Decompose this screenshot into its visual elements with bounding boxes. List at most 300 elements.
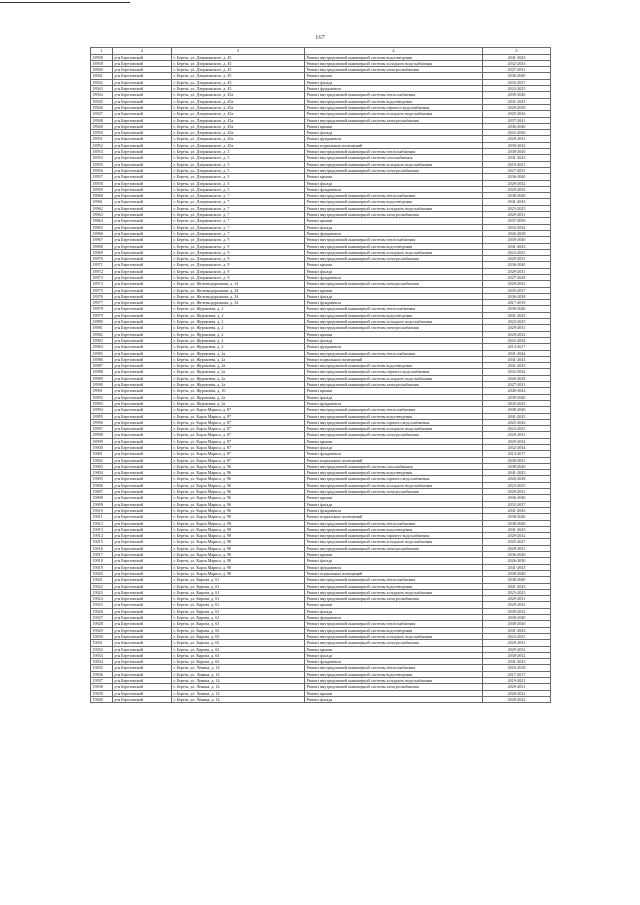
work-period: 2041-2043 [483,363,551,369]
work-type: Ремонт подвальных помещений [305,142,483,148]
district-name: р-н Березовский [113,306,172,312]
row-number: 18949 [91,123,113,129]
work-type: Ремонт крыши [305,438,483,444]
address: г. Березь, ул. Карла Маркса, д. 98 [172,545,305,551]
work-period: 2029-2030 [483,186,551,192]
work-type: Ремонт крыши [305,73,483,79]
work-type: Ремонт внутридомовой инженерной системы электроснабжения [305,212,483,218]
work-period: 2023-2025 [483,589,551,595]
work-period: 2039-2040 [483,237,551,243]
work-period: 2023-2025 [483,482,551,488]
district-name: р-н Березовский [113,293,172,299]
district-name: р-н Березовский [113,382,172,388]
district-name: р-н Березовский [113,149,172,155]
address: г. Березь, ул. Дзержинского, д. 9 [172,249,305,255]
district-name: р-н Березовский [113,690,172,696]
district-name: р-н Березовский [113,463,172,469]
work-period: 2026-2028 [483,476,551,482]
address: г. Березь, ул. Карла Маркса, д. 98 [172,558,305,564]
address: г. Березь, ул. Журавлева, д. 2а [172,363,305,369]
district-name: р-н Березовский [113,142,172,148]
address: г. Березь, ул. Карла Маркса, д. 98 [172,539,305,545]
row-number: 19035 [91,665,113,671]
work-type: Ремонт фасада [305,394,483,400]
work-type: Ремонт фасада [305,293,483,299]
row-number: 18981 [91,325,113,331]
row-number: 19028 [91,621,113,627]
row-number: 19021 [91,577,113,583]
district-name: р-н Березовский [113,312,172,318]
address: г. Березь, ул. Журавлева, д. 2а [172,369,305,375]
address: г. Березь, ул. Дзержинского, д. 5 [172,174,305,180]
work-type: Ремонт внутридомовой инженерной системы теплоснабжения [305,193,483,199]
work-period: 2023-2025 [483,249,551,255]
district-name: р-н Березовский [113,117,172,123]
work-type: Ремонт внутридомовой инженерной системы теплоснабжения [305,149,483,155]
work-type: Ремонт фундамента [305,451,483,457]
address: г. Березь, ул. Карла Маркса, д. 96 [172,476,305,482]
work-type: Ремонт крыши [305,388,483,394]
district-name: р-н Березовский [113,331,172,337]
work-type: Ремонт внутридомовой инженерной системы электроснабжения [305,684,483,690]
row-number: 18959 [91,186,113,192]
district-name: р-н Березовский [113,470,172,476]
work-type: Ремонт внутридомовой инженерной системы холодного водоснабжения [305,60,483,66]
district-name: р-н Березовский [113,533,172,539]
work-type: Ремонт внутридомовой инженерной системы горячего водоснабжения [305,533,483,539]
work-type: Ремонт внутридомовой инженерной системы водоотведения [305,199,483,205]
row-number: 19018 [91,558,113,564]
work-type: Ремонт внутридомовой инженерной системы электроснабжения [305,67,483,73]
work-type: Ремонт фундамента [305,659,483,665]
row-number: 18940 [91,67,113,73]
row-number: 18958 [91,180,113,186]
district-name: р-н Березовский [113,262,172,268]
address: г. Березь, ул. Дзержинского, д. 45а [172,136,305,142]
district-name: р-н Березовский [113,677,172,683]
work-period: 2023-2025 [483,205,551,211]
work-type: Ремонт внутридомовой инженерной системы холодного водоснабжения [305,319,483,325]
work-type: Ремонт фундамента [305,274,483,280]
work-period: 2041-2043 [483,526,551,532]
address: г. Березь, ул. Журавлева, д. 2 [172,331,305,337]
work-period: 2041-2043 [483,583,551,589]
work-period: 2027-2031 [483,382,551,388]
address: г. Березь, ул. Карла Маркса, д. 98 [172,520,305,526]
address: г. Березь, ул. Карла Маркса, д. 96 [172,463,305,469]
work-period: 2030-2032 [483,652,551,658]
table-header-row [91,48,551,55]
address: г. Березь, ул. Дзержинского, д. 9 [172,243,305,249]
row-number: 18984 [91,344,113,350]
work-period: 2041-2043 [483,199,551,205]
district-name: р-н Березовский [113,627,172,633]
work-period: 2038-2040 [483,407,551,413]
district-name: р-н Березовский [113,337,172,343]
table-row [91,696,551,702]
work-period: 2025-2027 [483,539,551,545]
work-period: 2041-2043 [483,507,551,513]
row-number: 18976 [91,293,113,299]
work-period: 2026-2028 [483,375,551,381]
address: г. Березь, ул. Журавлева, д. 2 [172,325,305,331]
work-type: Ремонт фасада [305,337,483,343]
work-type: Ремонт внутридомовой инженерной системы электроснабжения [305,489,483,495]
district-name: р-н Березовский [113,180,172,186]
row-number: 19031 [91,640,113,646]
work-period: 2032-2036 [483,130,551,136]
address: г. Березь, ул. Дзержинского, д. 9 [172,256,305,262]
work-type: Ремонт фасада [305,130,483,136]
work-type: Ремонт крыши [305,287,483,293]
row-number: 18968 [91,243,113,249]
row-number: 18992 [91,394,113,400]
row-number: 18952 [91,142,113,148]
work-period: 2023-2025 [483,319,551,325]
work-type: Ремонт внутридомовой инженерной системы холодного водоснабжения [305,111,483,117]
work-period: 2026-2028 [483,230,551,236]
district-name: р-н Березовский [113,407,172,413]
address: г. Березь, ул. Карла Маркса, д. 96 [172,470,305,476]
row-number: 19006 [91,482,113,488]
work-period: 2029-2031 [483,212,551,218]
row-number: 19005 [91,476,113,482]
work-type: Ремонт внутридомовой инженерной системы водоотведения [305,583,483,589]
work-type: Ремонт внутридомовой инженерной системы теплоснабжения [305,621,483,627]
district-name: р-н Березовский [113,86,172,92]
row-number: 18994 [91,407,113,413]
address: г. Березь, ул. Дзержинского, д. 7 [172,212,305,218]
row-number: 18966 [91,230,113,236]
district-name: р-н Березовский [113,274,172,280]
district-name: р-н Березовский [113,640,172,646]
work-period: 2039-2040 [483,306,551,312]
work-type: Ремонт внутридомовой инженерной системы теплоснабжения [305,520,483,526]
district-name: р-н Березовский [113,570,172,576]
row-number: 19025 [91,602,113,608]
district-name: р-н Березовский [113,426,172,432]
row-number: 19037 [91,677,113,683]
address: г. Березь, ул. Дзержинского, д. 45а [172,117,305,123]
address: г. Березь, ул. Журавлева, д. 2 [172,312,305,318]
district-name: р-н Березовский [113,507,172,513]
work-period: 2030-2032 [483,142,551,148]
address: г. Березь, ул. Дзержинского, д. 7 [172,218,305,224]
row-number: 18991 [91,388,113,394]
row-number: 18954 [91,155,113,161]
address: г. Березь, ул. Журавлева, д. 2а [172,382,305,388]
work-period: 2038-2040 [483,149,551,155]
work-period: 2029-2032 [483,438,551,444]
work-period: 2016-2018 [483,665,551,671]
work-type: Ремонт фундамента [305,564,483,570]
address: г. Березь, ул. Железнодорожная, д. 34 [172,293,305,299]
address: г. Березь, ул. Карла Маркса, д. 87 [172,451,305,457]
work-period: 2030-2032 [483,608,551,614]
row-number: 18985 [91,350,113,356]
address: г. Березь, ул. Карла Маркса, д. 87 [172,457,305,463]
work-period: 2029-2032 [483,331,551,337]
address: г. Березь, ул. Карла Маркса, д. 96 [172,501,305,507]
work-period: 2029-2031 [483,325,551,331]
work-period: 2027-2031 [483,167,551,173]
district-name: р-н Березовский [113,287,172,293]
address: г. Березь, ул. Карла Маркса, д. 96 [172,507,305,513]
work-type: Ремонт внутридомовой инженерной системы теплоснабжения [305,577,483,583]
district-name: р-н Березовский [113,167,172,173]
work-type: Ремонт фундамента [305,300,483,306]
address: г. Березь, ул. Кирова, д. 63 [172,627,305,633]
address: г. Березь, ул. Кирова, д. 61 [172,608,305,614]
work-period: 2017-2019 [483,300,551,306]
work-period: 2029-2032 [483,533,551,539]
address: г. Березь, ул. Кирова, д. 61 [172,602,305,608]
work-type: Ремонт фасада [305,224,483,230]
row-number: 18961 [91,199,113,205]
address: г. Березь, ул. Карла Маркса, д. 98 [172,552,305,558]
work-type: Ремонт внутридомовой инженерной системы электроснабжения [305,256,483,262]
district-name: р-н Березовский [113,476,172,482]
district-name: р-н Березовский [113,520,172,526]
address: г. Березь, ул. Дзержинского, д. 45а [172,104,305,110]
row-number: 18975 [91,287,113,293]
row-number: 18986 [91,356,113,362]
column-header: 4 [305,48,483,55]
row-number: 18962 [91,205,113,211]
address: г. Березь, ул. Карла Маркса, д. 98 [172,514,305,520]
address: г. Березь, ул. Ленина, д. 14 [172,665,305,671]
work-type: Ремонт внутридомовой инженерной системы электроснабжения [305,382,483,388]
work-type: Ремонт внутридомовой инженерной системы электроснабжения [305,117,483,123]
row-number: 18979 [91,312,113,318]
work-type: Ремонт фундамента [305,230,483,236]
column-header: 5 [483,48,551,55]
work-type: Ремонт внутридомовой инженерной системы холодного водоснабжения [305,249,483,255]
work-type: Ремонт внутридомовой инженерной системы водоотведения [305,671,483,677]
row-number: 19036 [91,671,113,677]
work-period: 2019-2021 [483,677,551,683]
district-name: р-н Березовский [113,123,172,129]
work-type: Ремонт подвальных помещений [305,356,483,362]
work-period: 2025-2026 [483,419,551,425]
district-name: р-н Березовский [113,98,172,104]
work-period: 2041-2043 [483,413,551,419]
address: г. Березь, ул. Дзержинского, д. 45а [172,123,305,129]
district-name: р-н Березовский [113,665,172,671]
work-period: 2043-2043 [483,400,551,406]
district-name: р-н Березовский [113,457,172,463]
address: г. Березь, ул. Карла Маркса, д. 87 [172,445,305,451]
work-period: 2029-2031 [483,432,551,438]
work-period: 2037-2041 [483,117,551,123]
address: г. Березь, ул. Ленина, д. 14 [172,671,305,677]
row-number: 19007 [91,489,113,495]
row-number: 18977 [91,300,113,306]
row-number: 19003 [91,463,113,469]
district-name: р-н Березовский [113,375,172,381]
work-type: Ремонт внутридомовой инженерной системы водоотведения [305,470,483,476]
work-type: Ремонт фундамента [305,186,483,192]
work-period: 2037-2039 [483,218,551,224]
work-type: Ремонт внутридомовой инженерной системы теплоснабжения [305,92,483,98]
address: г. Березь, ул. Карла Маркса, д. 87 [172,419,305,425]
work-period: 2033-2037 [483,79,551,85]
row-number: 19020 [91,570,113,576]
row-number: 18972 [91,268,113,274]
work-period: 2029-2031 [483,256,551,262]
row-number: 18996 [91,419,113,425]
address: г. Березь, ул. Журавлева, д. 2 [172,319,305,325]
work-period: 2032-2034 [483,337,551,343]
work-period: 2029-2031 [483,489,551,495]
row-number: 18997 [91,426,113,432]
address: г. Березь, ул. Дзержинского, д. 7 [172,230,305,236]
address: г. Березь, ул. Дзержинского, д. 45 [172,79,305,85]
work-type: Ремонт внутридомовой инженерной системы водоотведения [305,526,483,532]
district-name: р-н Березовский [113,394,172,400]
work-period: 2035-2037 [483,287,551,293]
row-number: 19014 [91,533,113,539]
district-name: р-н Березовский [113,526,172,532]
district-name: р-н Березовский [113,344,172,350]
address: г. Березь, ул. Карла Маркса, д. 87 [172,413,305,419]
work-period: 2041-2043 [483,243,551,249]
work-type: Ремонт внутридомовой инженерной системы теплоснабжения [305,407,483,413]
work-type: Ремонт крыши [305,174,483,180]
row-number: 18941 [91,73,113,79]
address: г. Березь, ул. Кирова, д. 61 [172,615,305,621]
district-name: р-н Березовский [113,583,172,589]
work-period: 2029-2032 [483,646,551,652]
district-name: р-н Березовский [113,79,172,85]
work-period: 2036-2040 [483,123,551,129]
row-number: 18974 [91,281,113,287]
work-period: 2029-2031 [483,545,551,551]
work-type: Ремонт крыши [305,646,483,652]
work-type: Ремонт внутридомовой инженерной системы водоотведения [305,98,483,104]
row-number: 18988 [91,369,113,375]
work-type: Ремонт внутридомовой инженерной системы холодного водоснабжения [305,633,483,639]
district-name: р-н Березовский [113,596,172,602]
row-number: 18999 [91,438,113,444]
district-name: р-н Березовский [113,199,172,205]
row-number: 19017 [91,552,113,558]
address: г. Березь, ул. Дзержинского, д. 7 [172,205,305,211]
row-number: 18970 [91,256,113,262]
row-number: 18950 [91,130,113,136]
address: г. Березь, ул. Карла Маркса, д. 98 [172,533,305,539]
row-number: 19009 [91,501,113,507]
district-name: р-н Березовский [113,400,172,406]
address: г. Березь, ул. Железнодорожная, д. 34 [172,281,305,287]
work-type: Ремонт крыши [305,602,483,608]
work-period: 2032-2034 [483,445,551,451]
row-number: 18948 [91,117,113,123]
address: г. Березь, ул. Журавлева, д. 2а [172,350,305,356]
district-name: р-н Березовский [113,92,172,98]
address: г. Березь, ул. Ленина, д. 14 [172,677,305,683]
work-type: Ремонт внутридомовой инженерной системы холодного водоснабжения [305,375,483,381]
work-type: Ремонт внутридомовой инженерной системы холодного водоснабжения [305,426,483,432]
address: г. Березь, ул. Журавлева, д. 2а [172,356,305,362]
work-type: Ремонт фасада [305,696,483,702]
address: г. Березь, ул. Карла Маркса, д. 87 [172,426,305,432]
row-number: 18951 [91,136,113,142]
work-period: 2036-2040 [483,262,551,268]
top-rule [0,2,130,3]
district-name: р-н Березовский [113,218,172,224]
district-name: р-н Березовский [113,684,172,690]
district-name: р-н Березовский [113,671,172,677]
table-body [91,48,551,703]
work-type: Ремонт фундамента [305,86,483,92]
district-name: р-н Березовский [113,369,172,375]
row-number: 18987 [91,363,113,369]
row-number: 18993 [91,400,113,406]
work-type: Ремонт подвальных помещений [305,570,483,576]
row-number: 18944 [91,92,113,98]
address: г. Березь, ул. Кирова, д. 63 [172,659,305,665]
row-number: 18945 [91,98,113,104]
district-name: р-н Березовский [113,659,172,665]
work-period: 2041-2043 [483,155,551,161]
row-number: 19019 [91,564,113,570]
row-number: 18939 [91,60,113,66]
district-name: р-н Березовский [113,652,172,658]
district-name: р-н Березовский [113,350,172,356]
district-name: р-н Березовский [113,256,172,262]
district-name: р-н Березовский [113,186,172,192]
work-period: 2038-2040 [483,615,551,621]
district-name: р-н Березовский [113,237,172,243]
work-period: 2041-2043 [483,312,551,318]
address: г. Березь, ул. Журавлева, д. 2 [172,344,305,350]
row-number: 19010 [91,507,113,513]
address: г. Березь, ул. Дзержинского, д. 5 [172,149,305,155]
address: г. Березь, ул. Карла Маркса, д. 98 [172,570,305,576]
district-name: р-н Березовский [113,212,172,218]
work-period: 2022-2025 [483,86,551,92]
address: г. Березь, ул. Кирова, д. 63 [172,646,305,652]
work-type: Ремонт внутридомовой инженерной системы водоотведения [305,243,483,249]
row-number: 19038 [91,684,113,690]
district-name: р-н Березовский [113,615,172,621]
district-name: р-н Березовский [113,545,172,551]
work-period: 2041-2043 [483,564,551,570]
row-number: 19033 [91,652,113,658]
work-type: Ремонт внутридомовой инженерной системы холодного водоснабжения [305,539,483,545]
address: г. Березь, ул. Карла Маркса, д. 96 [172,482,305,488]
work-period: 2032-2037 [483,501,551,507]
district-name: р-н Березовский [113,445,172,451]
work-period: 2023-2025 [483,426,551,432]
work-type: Ремонт внутридомовой инженерной системы электроснабжения [305,325,483,331]
address: г. Березь, ул. Дзержинского, д. 45 [172,73,305,79]
work-type: Ремонт внутридомовой инженерной системы водоотведения [305,54,483,60]
row-number: 18980 [91,319,113,325]
address: г. Березь, ул. Ленина, д. 14 [172,684,305,690]
district-name: р-н Березовский [113,300,172,306]
district-name: р-н Березовский [113,356,172,362]
district-name: р-н Березовский [113,325,172,331]
district-name: р-н Березовский [113,646,172,652]
address: г. Березь, ул. Дзержинского, д. 5 [172,186,305,192]
work-period: 2020-2022 [483,690,551,696]
row-number: 19015 [91,539,113,545]
work-period: 2036-2040 [483,73,551,79]
work-type: Ремонт внутридомовой инженерной системы горячего водоснабжения [305,419,483,425]
address: г. Березь, ул. Карла Маркса, д. 87 [172,407,305,413]
